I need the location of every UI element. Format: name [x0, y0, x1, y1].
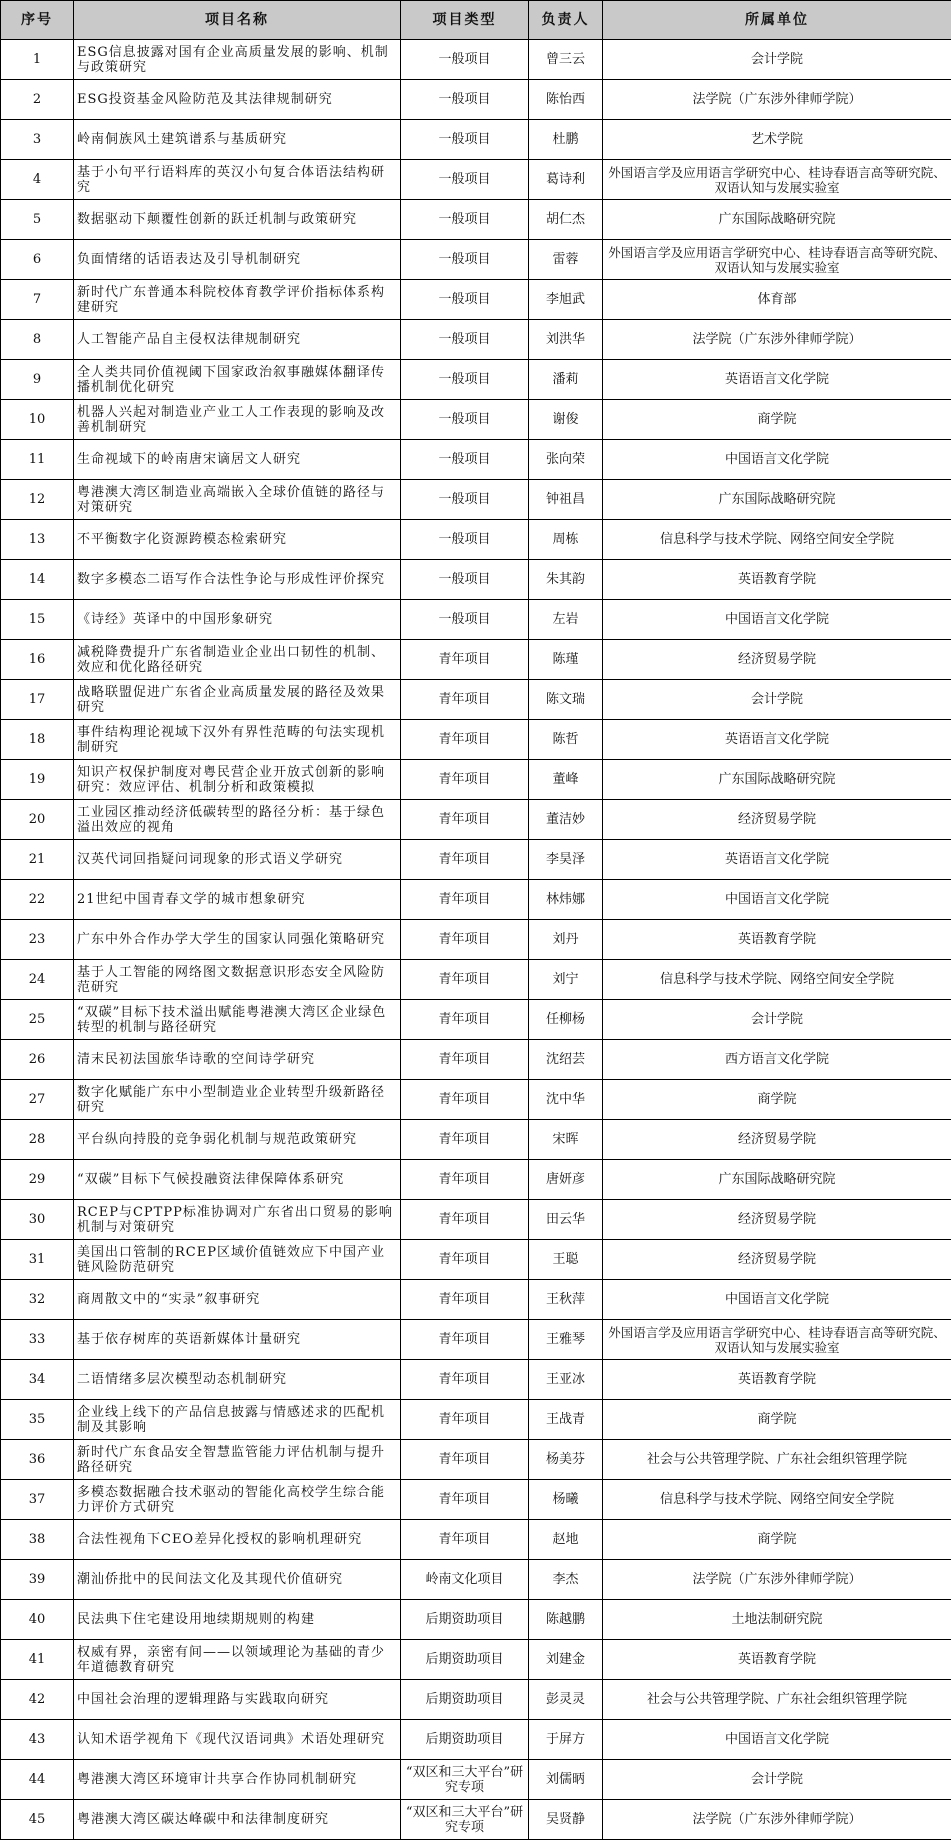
cell-unit: 中国语言文化学院 [603, 1720, 951, 1760]
cell-project-name: 基于小句平行语料库的英汉小句复合体语法结构研究 [74, 160, 401, 200]
cell-leader: 王秋萍 [529, 1280, 603, 1320]
cell-unit: 社会与公共管理学院、广东社会组织管理学院 [603, 1440, 951, 1480]
cell-leader: 陈瑾 [529, 640, 603, 680]
cell-leader: 王战青 [529, 1400, 603, 1440]
cell-project-name: 潮汕侨批中的民间法文化及其现代价值研究 [74, 1560, 401, 1600]
cell-unit: 中国语言文化学院 [603, 440, 951, 480]
cell-project-name: 粤港澳大湾区碳达峰碳中和法律制度研究 [74, 1800, 401, 1840]
cell-project-name: 事件结构理论视域下汉外有界性范畴的句法实现机制研究 [74, 720, 401, 760]
cell-unit: 信息科学与技术学院、网络空间安全学院 [603, 960, 951, 1000]
header-leader: 负责人 [529, 1, 603, 40]
header-serial-number: 序号 [1, 1, 74, 40]
cell-serial-number: 16 [1, 640, 74, 680]
cell-unit: 英语教育学院 [603, 920, 951, 960]
cell-serial-number: 34 [1, 1360, 74, 1400]
cell-project-type: 青年项目 [401, 1240, 529, 1280]
table-row [1, 1480, 951, 1520]
cell-serial-number: 38 [1, 1520, 74, 1560]
cell-unit: 经济贸易学院 [603, 800, 951, 840]
header-project-name: 项目名称 [74, 1, 401, 40]
cell-serial-number: 13 [1, 520, 74, 560]
cell-serial-number: 4 [1, 160, 74, 200]
cell-leader: 钟祖昌 [529, 480, 603, 520]
cell-project-name: 全人类共同价值视阈下国家政治叙事融媒体翻译传播机制优化研究 [74, 360, 401, 400]
cell-project-name: “双碳”目标下气候投融资法律保障体系研究 [74, 1160, 401, 1200]
cell-unit: 商学院 [603, 1080, 951, 1120]
cell-project-type: 一般项目 [401, 600, 529, 640]
cell-project-type: 青年项目 [401, 640, 529, 680]
header-project-type: 项目类型 [401, 1, 529, 40]
table-row [1, 520, 951, 560]
table-row [1, 200, 951, 240]
table-row [1, 560, 951, 600]
cell-leader: 朱其韵 [529, 560, 603, 600]
table-row [1, 1400, 951, 1440]
cell-serial-number: 45 [1, 1800, 74, 1840]
cell-project-type: 青年项目 [401, 1000, 529, 1040]
cell-leader: 沈绍芸 [529, 1040, 603, 1080]
cell-serial-number: 3 [1, 120, 74, 160]
cell-leader: 李杰 [529, 1560, 603, 1600]
cell-unit: 外国语言学及应用语言学研究中心、桂诗春语言高等研究院、双语认知与发展实验室 [603, 240, 951, 280]
cell-leader: 刘宁 [529, 960, 603, 1000]
cell-project-name: 粤港澳大湾区制造业高端嵌入全球价值链的路径与对策研究 [74, 480, 401, 520]
cell-leader: 胡仁杰 [529, 200, 603, 240]
cell-unit: 英语教育学院 [603, 1640, 951, 1680]
cell-unit: 广东国际战略研究院 [603, 480, 951, 520]
cell-unit: 体育部 [603, 280, 951, 320]
cell-leader: 沈中华 [529, 1080, 603, 1120]
cell-project-type: “双区和三大平台”研究专项 [401, 1760, 529, 1800]
table-row [1, 1520, 951, 1560]
cell-project-type: 一般项目 [401, 480, 529, 520]
table-row [1, 160, 951, 200]
table-row [1, 720, 951, 760]
cell-serial-number: 5 [1, 200, 74, 240]
table-row [1, 1320, 951, 1360]
cell-unit: 中国语言文化学院 [603, 880, 951, 920]
table-row [1, 920, 951, 960]
table-row [1, 240, 951, 280]
cell-unit: 信息科学与技术学院、网络空间安全学院 [603, 1480, 951, 1520]
cell-project-name: “双碳”目标下技术溢出赋能粤港澳大湾区企业绿色转型的机制与路径研究 [74, 1000, 401, 1040]
cell-project-type: 青年项目 [401, 1440, 529, 1480]
cell-project-name: 减税降费提升广东省制造业企业出口韧性的机制、效应和优化路径研究 [74, 640, 401, 680]
cell-project-type: 青年项目 [401, 760, 529, 800]
cell-project-name: ESG投资基金风险防范及其法律规制研究 [74, 80, 401, 120]
cell-leader: 潘莉 [529, 360, 603, 400]
table-row [1, 280, 951, 320]
cell-project-name: 机器人兴起对制造业产业工人工作表现的影响及改善机制研究 [74, 400, 401, 440]
table-row [1, 800, 951, 840]
cell-project-name: 新时代广东普通本科院校体育教学评价指标体系构建研究 [74, 280, 401, 320]
cell-leader: 谢俊 [529, 400, 603, 440]
table-row [1, 1040, 951, 1080]
cell-serial-number: 18 [1, 720, 74, 760]
cell-serial-number: 26 [1, 1040, 74, 1080]
cell-project-name: 数字化赋能广东中小型制造业企业转型升级新路径研究 [74, 1080, 401, 1120]
cell-serial-number: 41 [1, 1640, 74, 1680]
cell-unit: 经济贸易学院 [603, 1200, 951, 1240]
cell-project-type: 青年项目 [401, 1040, 529, 1080]
cell-project-name: 新时代广东食品安全智慧监管能力评估机制与提升路径研究 [74, 1440, 401, 1480]
cell-serial-number: 31 [1, 1240, 74, 1280]
cell-project-name: 基于人工智能的网络图文数据意识形态安全风险防范研究 [74, 960, 401, 1000]
cell-serial-number: 11 [1, 440, 74, 480]
cell-unit: 艺术学院 [603, 120, 951, 160]
cell-unit: 经济贸易学院 [603, 1240, 951, 1280]
cell-project-type: 岭南文化项目 [401, 1560, 529, 1600]
cell-project-type: 青年项目 [401, 920, 529, 960]
cell-leader: 林炜娜 [529, 880, 603, 920]
cell-project-type: 青年项目 [401, 840, 529, 880]
cell-project-name: 工业园区推动经济低碳转型的路径分析：基于绿色溢出效应的视角 [74, 800, 401, 840]
cell-project-name: 数字多模态二语写作合法性争论与形成性评价探究 [74, 560, 401, 600]
cell-leader: 李昊泽 [529, 840, 603, 880]
cell-serial-number: 23 [1, 920, 74, 960]
cell-leader: 左岩 [529, 600, 603, 640]
cell-serial-number: 2 [1, 80, 74, 120]
cell-project-name: 中国社会治理的逻辑理路与实践取向研究 [74, 1680, 401, 1720]
cell-leader: 任柳杨 [529, 1000, 603, 1040]
cell-project-type: 青年项目 [401, 680, 529, 720]
cell-unit: 法学院（广东涉外律师学院） [603, 80, 951, 120]
cell-project-type: 青年项目 [401, 1360, 529, 1400]
cell-project-type: 后期资助项目 [401, 1600, 529, 1640]
cell-project-type: 一般项目 [401, 200, 529, 240]
cell-project-type: “双区和三大平台”研究专项 [401, 1800, 529, 1840]
table-row [1, 1280, 951, 1320]
cell-leader: 于屏方 [529, 1720, 603, 1760]
cell-serial-number: 12 [1, 480, 74, 520]
cell-leader: 陈怡西 [529, 80, 603, 120]
cell-serial-number: 30 [1, 1200, 74, 1240]
cell-project-type: 一般项目 [401, 120, 529, 160]
cell-unit: 外国语言学及应用语言学研究中心、桂诗春语言高等研究院、双语认知与发展实验室 [603, 160, 951, 200]
cell-project-name: 21世纪中国青春文学的城市想象研究 [74, 880, 401, 920]
table-row [1, 880, 951, 920]
cell-serial-number: 29 [1, 1160, 74, 1200]
cell-unit: 商学院 [603, 400, 951, 440]
cell-serial-number: 17 [1, 680, 74, 720]
cell-project-name: 生命视域下的岭南唐宋谪居文人研究 [74, 440, 401, 480]
cell-leader: 雷蓉 [529, 240, 603, 280]
cell-project-type: 青年项目 [401, 1480, 529, 1520]
table-row [1, 1120, 951, 1160]
table-row [1, 1560, 951, 1600]
cell-leader: 杨曦 [529, 1480, 603, 1520]
table-row [1, 40, 951, 80]
cell-unit: 法学院（广东涉外律师学院） [603, 320, 951, 360]
table-row [1, 440, 951, 480]
cell-unit: 经济贸易学院 [603, 640, 951, 680]
cell-unit: 会计学院 [603, 1000, 951, 1040]
cell-project-type: 青年项目 [401, 1120, 529, 1160]
cell-leader: 王亚冰 [529, 1360, 603, 1400]
table-row [1, 1720, 951, 1760]
cell-serial-number: 44 [1, 1760, 74, 1800]
cell-project-name: 战略联盟促进广东省企业高质量发展的路径及效果研究 [74, 680, 401, 720]
cell-leader: 刘儒昞 [529, 1760, 603, 1800]
cell-project-type: 一般项目 [401, 240, 529, 280]
cell-serial-number: 14 [1, 560, 74, 600]
cell-leader: 陈哲 [529, 720, 603, 760]
table-row [1, 360, 951, 400]
cell-serial-number: 42 [1, 1680, 74, 1720]
cell-unit: 经济贸易学院 [603, 1120, 951, 1160]
cell-project-type: 一般项目 [401, 320, 529, 360]
cell-project-type: 青年项目 [401, 1280, 529, 1320]
cell-leader: 赵地 [529, 1520, 603, 1560]
cell-project-type: 一般项目 [401, 440, 529, 480]
table-row [1, 1080, 951, 1120]
cell-unit: 商学院 [603, 1520, 951, 1560]
table-row [1, 600, 951, 640]
cell-project-name: 认知术语学视角下《现代汉语词典》术语处理研究 [74, 1720, 401, 1760]
cell-leader: 田云华 [529, 1200, 603, 1240]
cell-unit: 英语语言文化学院 [603, 720, 951, 760]
cell-leader: 唐妍彦 [529, 1160, 603, 1200]
table-row [1, 1640, 951, 1680]
cell-unit: 商学院 [603, 1400, 951, 1440]
cell-leader: 彭灵灵 [529, 1680, 603, 1720]
cell-project-name: 数据驱动下颠覆性创新的跃迁机制与政策研究 [74, 200, 401, 240]
cell-project-name: 汉英代词回指疑问词现象的形式语义学研究 [74, 840, 401, 880]
cell-serial-number: 19 [1, 760, 74, 800]
cell-leader: 宋晖 [529, 1120, 603, 1160]
cell-serial-number: 36 [1, 1440, 74, 1480]
table-row [1, 1600, 951, 1640]
table-row [1, 120, 951, 160]
table-row [1, 640, 951, 680]
cell-unit: 广东国际战略研究院 [603, 200, 951, 240]
table-row [1, 400, 951, 440]
cell-leader: 杨美芬 [529, 1440, 603, 1480]
table-row [1, 840, 951, 880]
cell-project-type: 青年项目 [401, 1080, 529, 1120]
cell-leader: 吴贤静 [529, 1800, 603, 1840]
table-row [1, 1360, 951, 1400]
cell-unit: 广东国际战略研究院 [603, 1160, 951, 1200]
cell-project-type: 青年项目 [401, 1400, 529, 1440]
cell-project-name: ESG信息披露对国有企业高质量发展的影响、机制与政策研究 [74, 40, 401, 80]
table-row [1, 1240, 951, 1280]
table-row [1, 80, 951, 120]
table-row [1, 1760, 951, 1800]
cell-leader: 张向荣 [529, 440, 603, 480]
cell-unit: 会计学院 [603, 40, 951, 80]
cell-serial-number: 6 [1, 240, 74, 280]
cell-project-type: 一般项目 [401, 80, 529, 120]
cell-unit: 中国语言文化学院 [603, 1280, 951, 1320]
cell-project-type: 后期资助项目 [401, 1640, 529, 1680]
cell-project-name: 粤港澳大湾区环境审计共享合作协同机制研究 [74, 1760, 401, 1800]
cell-leader: 李旭武 [529, 280, 603, 320]
cell-unit: 法学院（广东涉外律师学院） [603, 1560, 951, 1600]
cell-project-type: 后期资助项目 [401, 1680, 529, 1720]
cell-serial-number: 32 [1, 1280, 74, 1320]
cell-serial-number: 8 [1, 320, 74, 360]
cell-unit: 英语语言文化学院 [603, 360, 951, 400]
cell-project-name: 企业线上线下的产品信息披露与情感述求的匹配机制及其影响 [74, 1400, 401, 1440]
cell-leader: 王雅琴 [529, 1320, 603, 1360]
cell-project-name: 基于依存树库的英语新媒体计量研究 [74, 1320, 401, 1360]
cell-project-name: 人工智能产品自主侵权法律规制研究 [74, 320, 401, 360]
cell-serial-number: 40 [1, 1600, 74, 1640]
table-row [1, 1800, 951, 1840]
cell-unit: 社会与公共管理学院、广东社会组织管理学院 [603, 1680, 951, 1720]
cell-project-type: 一般项目 [401, 520, 529, 560]
cell-unit: 英语教育学院 [603, 560, 951, 600]
cell-project-name: 商周散文中的“实录”叙事研究 [74, 1280, 401, 1320]
cell-project-name: 平台纵向持股的竞争弱化机制与规范政策研究 [74, 1120, 401, 1160]
cell-serial-number: 37 [1, 1480, 74, 1520]
cell-project-type: 一般项目 [401, 560, 529, 600]
cell-serial-number: 33 [1, 1320, 74, 1360]
cell-project-type: 青年项目 [401, 720, 529, 760]
cell-serial-number: 1 [1, 40, 74, 80]
table-row [1, 1200, 951, 1240]
cell-unit: 英语语言文化学院 [603, 840, 951, 880]
cell-serial-number: 15 [1, 600, 74, 640]
cell-unit: 广东国际战略研究院 [603, 760, 951, 800]
table-row [1, 760, 951, 800]
cell-serial-number: 9 [1, 360, 74, 400]
cell-project-name: 权威有界，亲密有间——以领域理论为基础的青少年道德教育研究 [74, 1640, 401, 1680]
table-row [1, 1440, 951, 1480]
cell-project-type: 一般项目 [401, 360, 529, 400]
table-row [1, 1160, 951, 1200]
cell-project-name: 清末民初法国旅华诗歌的空间诗学研究 [74, 1040, 401, 1080]
cell-unit: 西方语言文化学院 [603, 1040, 951, 1080]
table-row [1, 480, 951, 520]
cell-project-name: 《诗经》英译中的中国形象研究 [74, 600, 401, 640]
cell-serial-number: 43 [1, 1720, 74, 1760]
cell-project-type: 青年项目 [401, 1200, 529, 1240]
cell-leader: 刘丹 [529, 920, 603, 960]
cell-unit: 法学院（广东涉外律师学院） [603, 1800, 951, 1840]
cell-project-type: 青年项目 [401, 1520, 529, 1560]
table-row [1, 680, 951, 720]
header-unit: 所属单位 [603, 1, 951, 40]
cell-leader: 周栋 [529, 520, 603, 560]
cell-serial-number: 7 [1, 280, 74, 320]
cell-project-type: 一般项目 [401, 160, 529, 200]
cell-serial-number: 22 [1, 880, 74, 920]
cell-serial-number: 39 [1, 1560, 74, 1600]
cell-serial-number: 24 [1, 960, 74, 1000]
cell-leader: 刘建金 [529, 1640, 603, 1680]
cell-leader: 陈文瑞 [529, 680, 603, 720]
cell-project-type: 后期资助项目 [401, 1720, 529, 1760]
cell-serial-number: 25 [1, 1000, 74, 1040]
cell-leader: 王聪 [529, 1240, 603, 1280]
header-row [1, 1, 951, 40]
cell-leader: 董峰 [529, 760, 603, 800]
cell-unit: 会计学院 [603, 680, 951, 720]
cell-project-type: 青年项目 [401, 960, 529, 1000]
cell-leader: 曾三云 [529, 40, 603, 80]
table-row [1, 320, 951, 360]
cell-project-name: 岭南侗族风土建筑谱系与基质研究 [74, 120, 401, 160]
cell-project-name: 民法典下住宅建设用地续期规则的构建 [74, 1600, 401, 1640]
cell-serial-number: 27 [1, 1080, 74, 1120]
cell-project-type: 青年项目 [401, 1160, 529, 1200]
cell-serial-number: 20 [1, 800, 74, 840]
cell-project-name: 合法性视角下CEO差异化授权的影响机理研究 [74, 1520, 401, 1560]
cell-unit: 信息科学与技术学院、网络空间安全学院 [603, 520, 951, 560]
cell-leader: 董洁妙 [529, 800, 603, 840]
cell-project-name: 不平衡数字化资源跨模态检索研究 [74, 520, 401, 560]
cell-project-type: 一般项目 [401, 280, 529, 320]
cell-project-type: 青年项目 [401, 800, 529, 840]
cell-serial-number: 35 [1, 1400, 74, 1440]
cell-serial-number: 10 [1, 400, 74, 440]
cell-project-name: 多模态数据融合技术驱动的智能化高校学生综合能力评价方式研究 [74, 1480, 401, 1520]
cell-unit: 会计学院 [603, 1760, 951, 1800]
table-row [1, 960, 951, 1000]
cell-serial-number: 28 [1, 1120, 74, 1160]
cell-leader: 葛诗利 [529, 160, 603, 200]
cell-unit: 外国语言学及应用语言学研究中心、桂诗春语言高等研究院、双语认知与发展实验室 [603, 1320, 951, 1360]
table-body [1, 40, 951, 1840]
cell-project-type: 一般项目 [401, 40, 529, 80]
cell-serial-number: 21 [1, 840, 74, 880]
cell-project-type: 一般项目 [401, 400, 529, 440]
cell-project-name: 负面情绪的话语表达及引导机制研究 [74, 240, 401, 280]
cell-project-name: 知识产权保护制度对粤民营企业开放式创新的影响研究：效应评估、机制分析和政策模拟 [74, 760, 401, 800]
cell-leader: 陈越鹏 [529, 1600, 603, 1640]
cell-project-name: 二语情绪多层次模型动态机制研究 [74, 1360, 401, 1400]
cell-project-type: 青年项目 [401, 1320, 529, 1360]
table-row [1, 1680, 951, 1720]
cell-project-name: RCEP与CPTPP标准协调对广东省出口贸易的影响机制与对策研究 [74, 1200, 401, 1240]
table-row [1, 1000, 951, 1040]
cell-unit: 土地法制研究院 [603, 1600, 951, 1640]
cell-unit: 英语教育学院 [603, 1360, 951, 1400]
cell-project-name: 美国出口管制的RCEP区域价值链效应下中国产业链风险防范研究 [74, 1240, 401, 1280]
cell-leader: 杜鹏 [529, 120, 603, 160]
cell-leader: 刘洪华 [529, 320, 603, 360]
cell-project-name: 广东中外合作办学大学生的国家认同强化策略研究 [74, 920, 401, 960]
cell-project-type: 青年项目 [401, 880, 529, 920]
cell-unit: 中国语言文化学院 [603, 600, 951, 640]
